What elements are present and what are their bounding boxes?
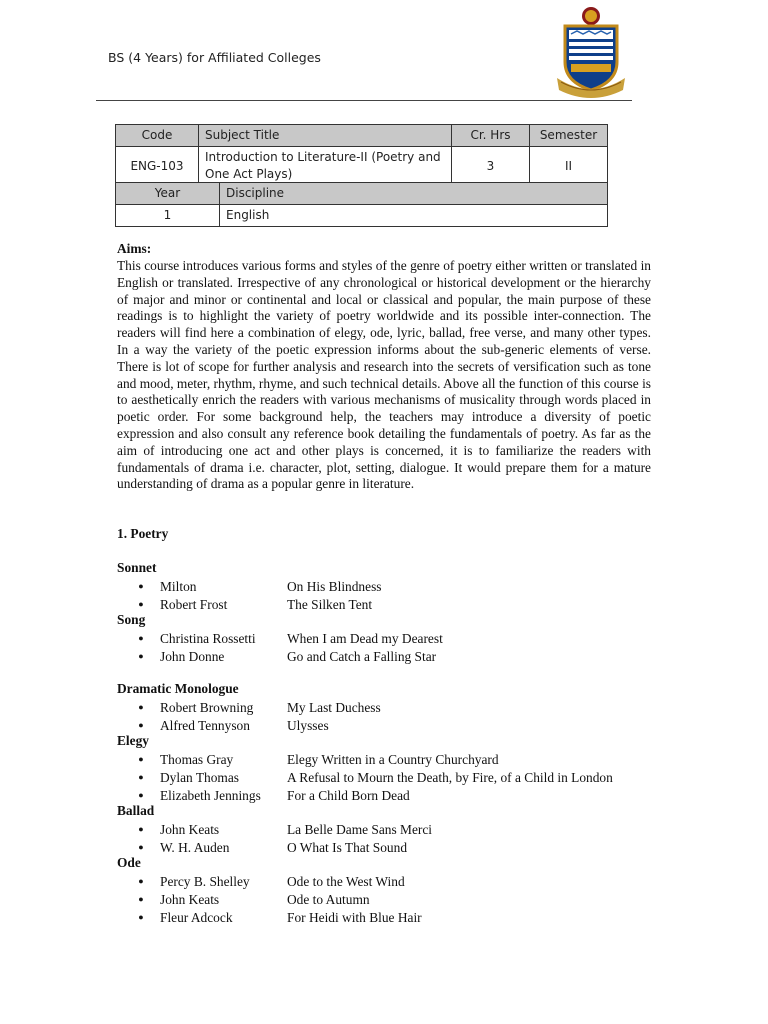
poem-list-item bbox=[136, 839, 656, 856]
bullet-icon: ● bbox=[138, 754, 144, 764]
poet-name: Milton bbox=[160, 579, 197, 594]
bullet-icon: ● bbox=[138, 599, 144, 609]
category-heading: Sonnet bbox=[117, 560, 157, 575]
poem-list-item bbox=[136, 769, 656, 786]
poem-list-item bbox=[136, 873, 656, 890]
poem-title: Go and Catch a Falling Star bbox=[287, 649, 437, 664]
poet-name: Thomas Gray bbox=[160, 752, 234, 767]
aims-paragraph: This course introduces various forms and styles of the genre of poetry either written or translated in English or translated. Irrespective of any chronological or historical development or the hierarchy of major and minor or continental and local or classical and popular, the main purpose of these readings is to highlight the variety of poetry worldwide and its possible inter-connection. The readers will find here a combination of elegy, ode, lyric, ballad, free verse, and many other types. In a way the variety of the poetic expression informs about the sub-generic elements of verse. There is lot of scope for further analysis and research into the secrets of versification such as tone and mood, meter, rhythm, rhyme, and such technical details. Above all the function of this course is to aesthetically enrich the readers with various mechanisms of musicality through words placed in poetic order. For some background help, the teachers may introduce a diversity of poetic expression and also consult any reference book detailing the fundamentals of poetry. As far as the aim of introducing one act and other plays is concerned, it is to familiarize the readers with fundamentals of drama i.e. character, plot, setting, dialogue. It would prepare them for a mature understanding of drama as a popular genre in literature. bbox=[117, 258, 651, 492]
course-info-table bbox=[115, 124, 608, 186]
bullet-icon: ● bbox=[138, 876, 144, 886]
university-crest-logo bbox=[553, 4, 629, 98]
poem-list-item bbox=[136, 717, 656, 734]
poem-list-item bbox=[136, 821, 656, 838]
header-discipline: Discipline bbox=[220, 183, 608, 205]
category-heading: Ballad bbox=[117, 803, 155, 818]
poem-title: Ulysses bbox=[287, 718, 329, 733]
poem-list-item bbox=[136, 891, 656, 908]
header-semester: Semester bbox=[530, 125, 608, 147]
category-heading: Song bbox=[117, 612, 146, 627]
bullet-icon: ● bbox=[138, 824, 144, 834]
header-divider bbox=[96, 100, 632, 101]
poet-name: Dylan Thomas bbox=[160, 770, 239, 785]
poem-title: On His Blindness bbox=[287, 579, 382, 594]
section-heading-poetry: 1. Poetry bbox=[117, 526, 169, 541]
bullet-icon: ● bbox=[138, 720, 144, 730]
poem-list-item bbox=[136, 787, 656, 804]
cell-year: 1 bbox=[116, 205, 220, 227]
poem-list-item bbox=[136, 751, 656, 768]
poem-title: Ode to Autumn bbox=[287, 892, 370, 907]
cell-subject-title: Introduction to Literature-II (Poetry and One Act Plays) bbox=[199, 147, 452, 186]
poem-list-item bbox=[136, 596, 656, 613]
bullet-icon: ● bbox=[138, 772, 144, 782]
poet-name: John Keats bbox=[160, 822, 220, 837]
poem-title: The Silken Tent bbox=[287, 597, 373, 612]
bullet-icon: ● bbox=[138, 633, 144, 643]
cell-code: ENG-103 bbox=[116, 147, 199, 186]
header-subject-title: Subject Title bbox=[199, 125, 452, 147]
cell-semester: II bbox=[530, 147, 608, 186]
category-heading: Elegy bbox=[117, 733, 149, 748]
poet-name: John Donne bbox=[160, 649, 225, 664]
bullet-icon: ● bbox=[138, 651, 144, 661]
poet-name: W. H. Auden bbox=[160, 840, 230, 855]
poem-title: A Refusal to Mourn the Death, by Fire, of a Child in London bbox=[287, 770, 613, 785]
poem-list-item bbox=[136, 578, 656, 595]
bullet-icon: ● bbox=[138, 702, 144, 712]
poem-list-item bbox=[136, 648, 656, 665]
bullet-icon: ● bbox=[138, 581, 144, 591]
course-year-table bbox=[115, 182, 608, 227]
page-header-title: BS (4 Years) for Affiliated Colleges bbox=[108, 50, 321, 65]
poet-name: Christina Rossetti bbox=[160, 631, 256, 646]
poem-title: La Belle Dame Sans Merci bbox=[287, 822, 433, 837]
poet-name: Robert Browning bbox=[160, 700, 254, 715]
poem-title: Elegy Written in a Country Churchyard bbox=[287, 752, 499, 767]
poem-title: Ode to the West Wind bbox=[287, 874, 405, 889]
category-heading: Dramatic Monologue bbox=[117, 681, 239, 696]
bullet-icon: ● bbox=[138, 912, 144, 922]
category-heading: Ode bbox=[117, 855, 141, 870]
cell-discipline: English bbox=[220, 205, 608, 227]
aims-heading: Aims: bbox=[117, 241, 152, 256]
poet-name: Elizabeth Jennings bbox=[160, 788, 261, 803]
bullet-icon: ● bbox=[138, 790, 144, 800]
poet-name: Percy B. Shelley bbox=[160, 874, 250, 889]
poem-title: For Heidi with Blue Hair bbox=[287, 910, 422, 925]
poet-name: Robert Frost bbox=[160, 597, 228, 612]
poem-list-item bbox=[136, 630, 656, 647]
poem-title: My Last Duchess bbox=[287, 700, 381, 715]
poem-title: For a Child Born Dead bbox=[287, 788, 410, 803]
bullet-icon: ● bbox=[138, 842, 144, 852]
poet-name: Alfred Tennyson bbox=[160, 718, 250, 733]
poet-name: Fleur Adcock bbox=[160, 910, 233, 925]
cell-credit-hours: 3 bbox=[452, 147, 530, 186]
poem-list-item bbox=[136, 699, 656, 716]
poem-title: When I am Dead my Dearest bbox=[287, 631, 443, 646]
poem-list-item bbox=[136, 909, 656, 926]
poet-name: John Keats bbox=[160, 892, 220, 907]
header-credit-hours: Cr. Hrs bbox=[452, 125, 530, 147]
header-code: Code bbox=[116, 125, 199, 147]
poem-title: O What Is That Sound bbox=[287, 840, 408, 855]
header-year: Year bbox=[116, 183, 220, 205]
bullet-icon: ● bbox=[138, 894, 144, 904]
